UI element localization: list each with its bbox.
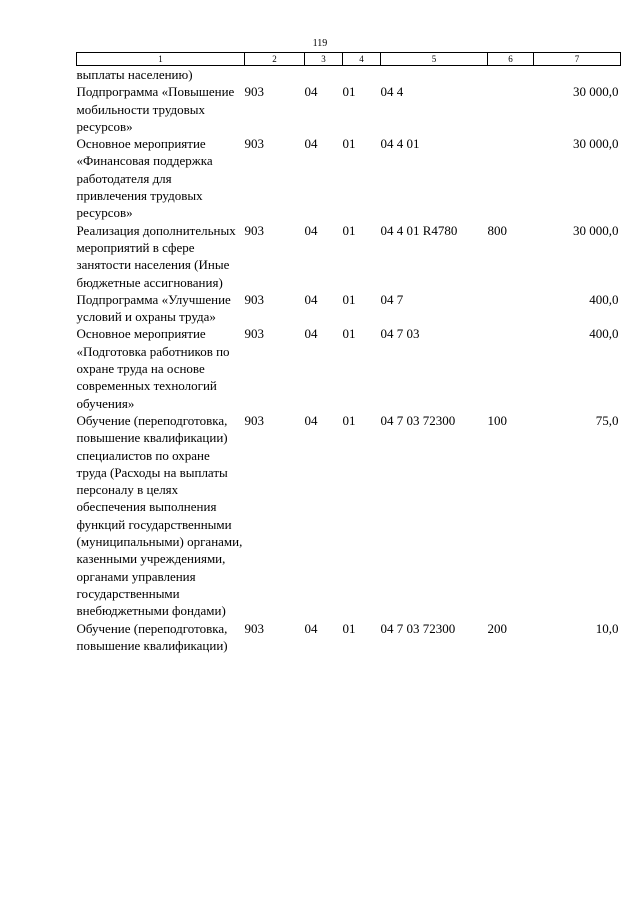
row-name: Обучение (переподготовка, повышение квалификации) — [76, 620, 228, 653]
row-pr: 01 — [342, 326, 356, 342]
row-pr: 01 — [342, 136, 356, 152]
row-vr: 200 — [487, 620, 507, 636]
row-grbs: 903 — [244, 136, 264, 152]
row-vr — [488, 135, 534, 221]
row-pr: 01 — [342, 620, 356, 636]
row-pr: 01 — [342, 412, 356, 428]
header-col-6: 6 — [488, 53, 534, 66]
row-name: Подпрограмма «Улучшение условий и охраны труда» — [76, 291, 231, 325]
row-sum: 30 000,0 — [573, 84, 619, 100]
page-number: 119 — [312, 38, 328, 49]
table-row — [77, 412, 621, 620]
row-csr: 04 7 — [380, 291, 404, 307]
row-vr: 100 — [487, 412, 507, 428]
row-csr: 04 4 01 R4780 — [380, 222, 458, 238]
row-pr — [343, 66, 381, 84]
row-grbs: 903 — [244, 222, 264, 238]
row-name: Подпрограмма «Повышение мобильности трудовых ресурсов» — [76, 84, 235, 134]
row-grbs: 903 — [244, 291, 264, 307]
row-csr: 04 7 03 — [380, 326, 420, 342]
header-col-2: 2 — [245, 53, 305, 66]
row-sum — [534, 66, 621, 84]
row-csr: 04 4 — [380, 84, 404, 100]
row-rz: 04 — [304, 136, 318, 152]
table-row — [77, 135, 621, 221]
row-pr: 01 — [342, 222, 356, 238]
row-csr: 04 7 03 72300 — [380, 620, 456, 636]
row-rz: 04 — [304, 326, 318, 342]
budget-table — [76, 52, 621, 654]
row-vr — [488, 325, 534, 411]
table-row — [77, 66, 621, 84]
row-sum: 10,0 — [595, 620, 619, 636]
row-sum: 30 000,0 — [573, 222, 619, 238]
row-grbs: 903 — [244, 412, 264, 428]
row-vr — [488, 291, 534, 326]
table-row — [77, 325, 621, 411]
table-row — [77, 222, 621, 291]
header-col-7: 7 — [534, 53, 621, 66]
table-body — [77, 66, 621, 655]
row-vr: 800 — [487, 222, 507, 238]
row-name: Обучение (переподготовка, повышение квалификации) специалистов по охране труда (Расходы на выплаты персоналу в целях обеспечения выполнения функций государственными (муниципальными) органами, казенными учреждениями, органами управления государственными внебюджетными фондами) — [76, 412, 243, 619]
row-vr — [488, 83, 534, 135]
row-sum: 400,0 — [589, 326, 619, 342]
row-name: Основное мероприятие «Подготовка работников по охране труда на основе современных технологий обучения» — [76, 326, 230, 411]
table-row — [77, 291, 621, 326]
table-row — [77, 620, 621, 655]
row-csr — [381, 66, 488, 84]
row-sum: 400,0 — [589, 291, 619, 307]
row-pr: 01 — [342, 84, 356, 100]
row-rz: 04 — [304, 412, 318, 428]
row-rz: 04 — [304, 84, 318, 100]
row-rz: 04 — [304, 620, 318, 636]
row-name: Реализация дополнительных мероприятий в сфере занятости населения (Иные бюджетные ассигнования) — [76, 222, 236, 290]
row-grbs — [245, 66, 305, 84]
row-grbs: 903 — [244, 620, 264, 636]
header-col-1: 1 — [77, 53, 245, 66]
table-row — [77, 83, 621, 135]
table-header — [77, 53, 621, 66]
header-col-3: 3 — [305, 53, 343, 66]
row-rz: 04 — [304, 222, 318, 238]
row-sum: 75,0 — [595, 412, 619, 428]
row-name: Основное мероприятие «Финансовая поддержка работодателя для привлечения трудовых ресурсов» — [76, 136, 213, 221]
row-pr: 01 — [342, 291, 356, 307]
row-sum: 30 000,0 — [573, 136, 619, 152]
row-csr: 04 7 03 72300 — [380, 412, 456, 428]
row-csr: 04 4 01 — [380, 136, 420, 152]
row-name: выплаты населению) — [76, 67, 193, 82]
row-rz — [305, 66, 343, 84]
row-vr — [488, 66, 534, 84]
row-grbs: 903 — [244, 326, 264, 342]
header-col-4: 4 — [343, 53, 381, 66]
header-col-5: 5 — [381, 53, 488, 66]
row-rz: 04 — [304, 291, 318, 307]
row-grbs: 903 — [244, 84, 264, 100]
